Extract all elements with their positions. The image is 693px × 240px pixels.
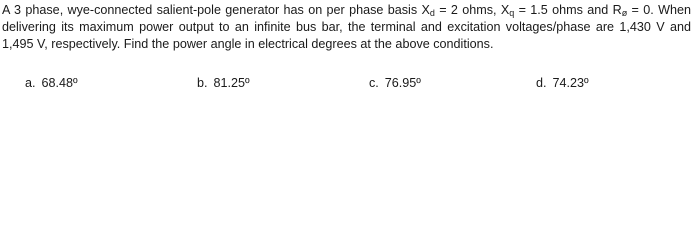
question-text xyxy=(2,2,691,54)
subscript-q: q xyxy=(509,8,515,18)
option-d[interactable] xyxy=(536,75,589,92)
option-c-value: 76.95º xyxy=(384,76,421,90)
subscript-d: d xyxy=(429,8,435,18)
option-b-letter: b. xyxy=(197,76,208,90)
option-a-letter: a. xyxy=(25,76,36,90)
option-a[interactable] xyxy=(25,75,78,92)
option-d-value: 74.23º xyxy=(552,76,589,90)
option-d-letter: d. xyxy=(536,76,547,90)
option-c[interactable] xyxy=(369,75,421,92)
question-segment-3: = 1.5 ohms and R xyxy=(514,3,622,17)
option-a-value: 68.48º xyxy=(41,76,78,90)
option-b[interactable] xyxy=(197,75,250,92)
option-c-letter: c. xyxy=(369,76,379,90)
question-segment-2: = 2 ohms, X xyxy=(434,3,510,17)
answer-options xyxy=(0,75,693,92)
question-segment-4: = 0. When delivering its maximum power output to an infinite bus bar, the terminal and excitation voltages/phase are 1,430 V and 1,495 V, respectively. Find the power angle in electrical degrees at the above conditions. xyxy=(2,3,691,52)
question-segment-1: A 3 phase, wye-connected salient-pole generator has on per phase basis X xyxy=(2,3,430,17)
option-b-value: 81.25º xyxy=(213,76,250,90)
subscript-phi: ø xyxy=(621,8,628,18)
